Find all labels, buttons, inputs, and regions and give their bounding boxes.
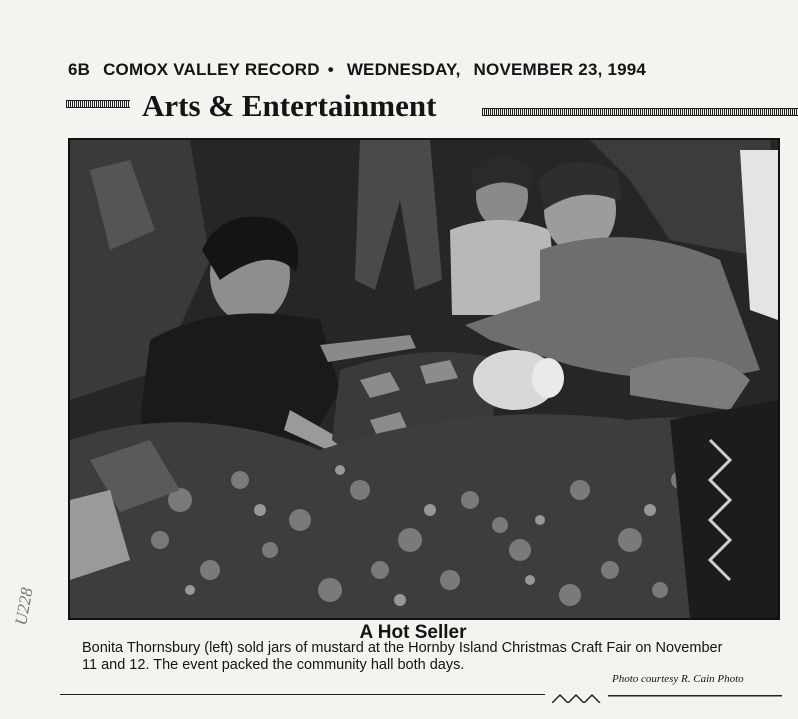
section-rule-right [482, 108, 798, 116]
header-separator: • [327, 60, 334, 79]
header-date: NOVEMBER 23, 1994 [473, 60, 647, 79]
caption-text [82, 640, 782, 674]
bottom-ornament [552, 693, 782, 703]
bottom-rule [60, 694, 545, 695]
caption-line-1: Bonita Thornsbury (left) sold jars of mustard at the Hornby Island Christmas Craft Fair on November [82, 640, 723, 656]
caption-headline: A Hot Seller [359, 622, 467, 643]
margin-note-text: U228 [11, 586, 36, 627]
header-weekday: WEDNESDAY, [346, 60, 461, 79]
section-title: Arts & Entertainment [142, 88, 437, 123]
caption-line-2: 11 and 12. The event packed the community hall both days. [82, 657, 465, 673]
page-header [68, 60, 668, 86]
news-photo [68, 138, 780, 620]
publication-name: COMOX VALLEY RECORD [103, 60, 320, 79]
photo-credit: Photo courtesy R. Cain Photo [612, 673, 744, 685]
margin-note [6, 566, 36, 628]
photo-image [70, 140, 778, 618]
section-banner [66, 88, 798, 128]
section-rule-left [66, 100, 130, 108]
page-number: 6B [68, 60, 91, 79]
